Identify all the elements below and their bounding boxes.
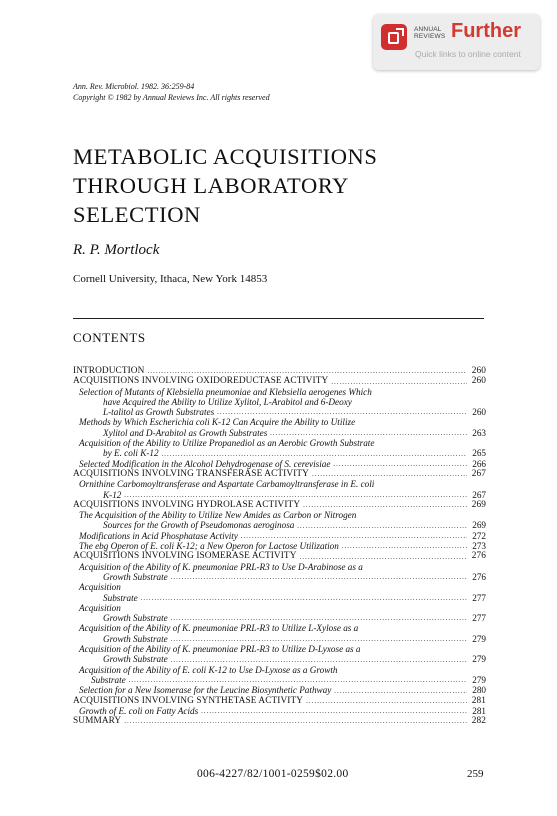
toc-entry-text: The Acquisition of the Ability to Utilize New Amides as Carbon or Nitrogen bbox=[79, 510, 357, 521]
toc-page-number: 276 bbox=[472, 571, 486, 582]
citation-journal: Ann. Rev. Microbiol. 1982. 36:259-84 bbox=[73, 82, 195, 91]
toc-entry-text: by E. coli K-12 bbox=[103, 448, 159, 459]
toc-entry bbox=[73, 366, 486, 376]
leader-dots bbox=[171, 573, 467, 582]
toc-entry bbox=[73, 490, 486, 500]
toc-entry-text: Growth Substrate bbox=[103, 613, 168, 624]
toc-page-number: 263 bbox=[472, 427, 486, 438]
toc-entry-text: Ornithine Carbomoyltransferase and Aspartate Carbamoyltransferase in E. coli bbox=[79, 479, 375, 490]
toc-entry-text: SUMMARY bbox=[73, 716, 122, 727]
leader-dots bbox=[162, 450, 467, 459]
toc-entry-text: L-talitol as Growth Substrates bbox=[103, 407, 215, 418]
toc-entry-text: Growth Substrate bbox=[103, 654, 168, 665]
leader-dots bbox=[300, 553, 467, 562]
toc-entry-text: Acquisition bbox=[79, 602, 121, 613]
leader-dots bbox=[217, 408, 467, 417]
toc-page-number: 282 bbox=[471, 716, 486, 727]
toc-entry-text: K-12 bbox=[103, 489, 122, 500]
leader-dots bbox=[333, 460, 467, 469]
toc-entry-text: Acquisition of the Ability of K. pneumoniae PRL-R3 to Utilize L-Xylose as a bbox=[79, 623, 359, 634]
leader-dots bbox=[297, 522, 467, 531]
toc-entry-text: Acquisition of the Ability of K. pneumoniae PRL-R3 to Utilize D-Lyxose as a bbox=[79, 644, 361, 655]
toc-page-number: 279 bbox=[472, 674, 486, 685]
toc-page-number: 273 bbox=[472, 541, 486, 552]
toc-entry-text: Acquisition of the Ability to Utilize Propanediol as an Aerobic Growth Substrate bbox=[79, 438, 375, 449]
toc-entry bbox=[73, 634, 486, 644]
toc-entry-text: Acquisition of the Ability of K. pneumoniae PRL-R3 to Use D-Arabinose as a bbox=[79, 561, 363, 572]
leader-dots bbox=[241, 532, 467, 541]
external-link-icon bbox=[381, 24, 407, 50]
toc-entry bbox=[73, 613, 486, 623]
toc-page-number: 267 bbox=[472, 489, 486, 500]
leader-dots bbox=[124, 717, 467, 726]
toc-page-number: 260 bbox=[472, 407, 486, 418]
toc-page-number: 281 bbox=[471, 695, 486, 706]
toc-entry bbox=[73, 675, 486, 685]
annual-reviews-label: ANNUAL REVIEWS bbox=[414, 26, 446, 40]
toc-page-number: 266 bbox=[472, 458, 486, 469]
toc-entry-text: The ebg Operon of E. coli K-12; a New Operon for Lactose Utilization bbox=[79, 541, 339, 552]
further-label: Further bbox=[451, 20, 521, 42]
toc-page-number: 281 bbox=[472, 705, 486, 716]
toc-entry bbox=[73, 520, 486, 530]
further-banner[interactable] bbox=[373, 14, 540, 70]
leader-dots bbox=[171, 656, 467, 665]
toc-entry bbox=[73, 428, 486, 438]
toc-entry-text: ACQUISITIONS INVOLVING OXIDOREDUCTASE ACTIVITY bbox=[73, 376, 329, 387]
toc-entry bbox=[73, 500, 486, 510]
citation bbox=[73, 81, 270, 103]
toc-entry-text: Acquisition bbox=[79, 582, 121, 593]
toc-entry-text: Selected Modification in the Alcohol Dehydrogenase of S. cerevisiae bbox=[79, 458, 331, 469]
toc-page-number: 272 bbox=[472, 530, 486, 541]
affiliation: Cornell University, Ithaca, New York 14853 bbox=[73, 273, 268, 285]
title-line: METABOLIC ACQUISITIONS bbox=[73, 144, 378, 169]
divider bbox=[73, 318, 484, 319]
toc-entry-text: INTRODUCTION bbox=[73, 366, 145, 376]
toc-entry bbox=[73, 696, 486, 706]
toc-entry-text: ACQUISITIONS INVOLVING SYNTHETASE ACTIVITY bbox=[73, 695, 304, 706]
toc-entry-text: Substrate bbox=[91, 674, 126, 685]
leader-dots bbox=[342, 542, 467, 551]
toc-page-number: 279 bbox=[472, 633, 486, 644]
toc-entry bbox=[73, 448, 486, 458]
leader-dots bbox=[334, 687, 467, 696]
toc-entry bbox=[73, 654, 486, 664]
toc-page-number: 280 bbox=[472, 685, 486, 696]
toc-entry bbox=[73, 407, 486, 417]
toc-entry bbox=[73, 593, 486, 603]
toc-entry-text: ACQUISITIONS INVOLVING ISOMERASE ACTIVITY bbox=[73, 551, 297, 562]
toc-entry bbox=[73, 469, 486, 479]
leader-dots bbox=[201, 707, 467, 716]
title-line: THROUGH LABORATORY bbox=[73, 173, 350, 198]
toc-entry bbox=[73, 541, 486, 551]
citation-copyright: Copyright © 1982 by Annual Reviews Inc. All rights reserved bbox=[73, 93, 270, 102]
toc-entry bbox=[73, 685, 486, 695]
toc-entry-text: Growth of E. coli on Fatty Acids bbox=[79, 705, 199, 716]
page-number: 259 bbox=[467, 768, 484, 780]
author: R. P. Mortlock bbox=[73, 242, 160, 258]
contents-heading: CONTENTS bbox=[73, 330, 146, 345]
toc-page-number: 269 bbox=[472, 520, 486, 531]
toc-entry-text: Selection for a New Isomerase for the Leucine Biosynthetic Pathway bbox=[79, 685, 332, 696]
toc-entry bbox=[73, 376, 486, 386]
leader-dots bbox=[171, 614, 467, 623]
toc-page-number: 265 bbox=[472, 448, 486, 459]
title-line: SELECTION bbox=[73, 202, 201, 227]
toc-entry bbox=[73, 531, 486, 541]
toc-page-number: 279 bbox=[472, 654, 486, 665]
toc-page-number: 267 bbox=[471, 468, 486, 479]
toc-entry bbox=[73, 551, 486, 561]
leader-dots bbox=[270, 429, 467, 438]
toc-entry-text: Substrate bbox=[103, 592, 138, 603]
article-title bbox=[73, 142, 378, 229]
toc-page-number: 277 bbox=[472, 613, 486, 624]
leader-dots bbox=[306, 697, 467, 706]
toc-entry-text: ACQUISITIONS INVOLVING TRANSFERASE ACTIVITY bbox=[73, 468, 309, 479]
toc-page-number: 260 bbox=[471, 376, 486, 387]
toc-entry bbox=[73, 572, 486, 582]
toc-entry-text: Modifications in Acid Phosphatase Activity bbox=[79, 530, 238, 541]
toc-entry-text: Sources for the Growth of Pseudomonas aeroginosa bbox=[103, 520, 295, 531]
leader-dots bbox=[303, 501, 467, 510]
leader-dots bbox=[124, 491, 467, 500]
leader-dots bbox=[129, 676, 467, 685]
table-of-contents bbox=[73, 366, 486, 726]
toc-page-number: 269 bbox=[471, 499, 486, 510]
leader-dots bbox=[312, 470, 467, 479]
toc-entry-text: Selection of Mutants of Klebsiella pneumoniae and Klebsiella aerogenes Which bbox=[79, 386, 372, 397]
toc-entry bbox=[73, 716, 486, 726]
toc-entry-text: Methods by Which Escherichia coli K-12 Can Acquire the Ability to Utilize bbox=[79, 417, 356, 428]
toc-entry-text: ACQUISITIONS INVOLVING HYDROLASE ACTIVITY bbox=[73, 499, 301, 510]
banner-subtitle: Quick links to online content bbox=[415, 49, 521, 59]
leader-dots bbox=[171, 635, 467, 644]
leader-dots bbox=[141, 594, 467, 603]
toc-entry-text: Growth Substrate bbox=[103, 571, 168, 582]
toc-page-number: 276 bbox=[471, 551, 486, 562]
toc-entry-text: Growth Substrate bbox=[103, 633, 168, 644]
toc-entry bbox=[73, 706, 486, 716]
toc-entry bbox=[73, 459, 486, 469]
toc-entry-text: Xylitol and D-Arabitol as Growth Substrates bbox=[103, 427, 268, 438]
leader-dots bbox=[147, 367, 467, 376]
toc-page-number: 277 bbox=[472, 592, 486, 603]
toc-page-number: 260 bbox=[471, 366, 486, 376]
leader-dots bbox=[331, 378, 467, 387]
toc-entry-text: have Acquired the Ability to Utilize Xylitol, L-Arabitol and 6-Deoxy bbox=[103, 396, 352, 407]
price-code: 006-4227/82/1001-0259$02.00 bbox=[197, 768, 349, 780]
toc-entry-text: Acquisition of the Ability of E. coli K-12 to Use D-Lyxose as a Growth bbox=[79, 664, 338, 675]
